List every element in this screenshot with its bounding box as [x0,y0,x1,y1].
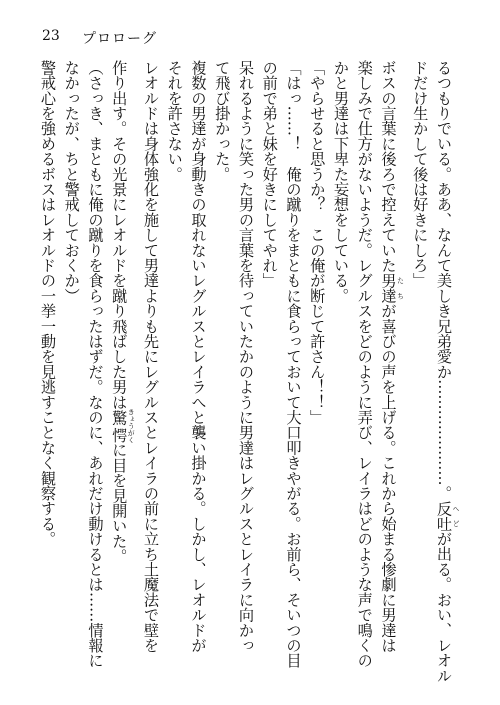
text-line: 複数の男達が身動きの取れないレグルスとレイラへと襲い掛かる。しかし、レオルドが [189,60,208,653]
text-line: 「やらせると思うか？ この俺が断じて許さん！！」 [308,60,327,425]
text-line: るつもりでいる。ああ、なんて美しき兄弟愛か…………………。反吐 へどが出る。おい、レオル [435,60,460,684]
page-header [0,28,500,54]
text-line: ボスの言葉に後ろで控えていた男達 たちが喜びの声を上げる。これから始まる惨劇に男達は [379,60,405,653]
furigana-ruby: 反吐 へど [435,500,460,532]
text-line: 呆れるように笑った男の言葉を待っていたかのように男達はレグルスとレイラに向かっ [237,60,255,653]
text-line: 警戒心を強めるボスはレオルドの一挙一動を見逃すことなく観察する。 [39,60,57,547]
text-line: 楽しみで仕方がないようだ。レグルスをどのように弄び、レイラはどのような声で鳴くの [355,60,374,668]
text-line: 「はっ……！ 俺の蹴りをまともに食らっておいて大口叩きやがる。お前ら、そいつの目 [284,60,303,668]
text-line: 作り出す。その光景にレオルドを蹴り飛ばした男は驚愕 きょうがくに目を見開いた。 [110,60,136,564]
text-line: ドだけ生かして後は好きにしろ」 [411,60,430,288]
text-line: レオルドは身体強化を施して男達よりも先にレグルスとレイラの前に立ち土魔法で壁を [142,60,160,653]
text-line: かと男達は下卑た妄想をしている。 [332,60,350,304]
text-line: て飛び掛かった。 [213,60,232,182]
furigana-ruby: 驚愕 きょうがく [110,408,136,444]
vertical-body-text [39,60,460,684]
furigana-ruby: 男達 たち [379,272,405,304]
text-line: （さっき、まともに俺の蹴りを食らったはずだ。なのに、あれだけ動けるとは……情報に [86,60,105,668]
text-line: の前で弟と妹を好きにしてやれ」 [260,60,279,288]
text-line: なかったが、ちと警戒しておくか） [62,60,81,304]
chapter-title: プロローグ [82,31,157,47]
page-number: 23 [42,28,60,44]
text-line: それを許さない。 [165,60,184,182]
